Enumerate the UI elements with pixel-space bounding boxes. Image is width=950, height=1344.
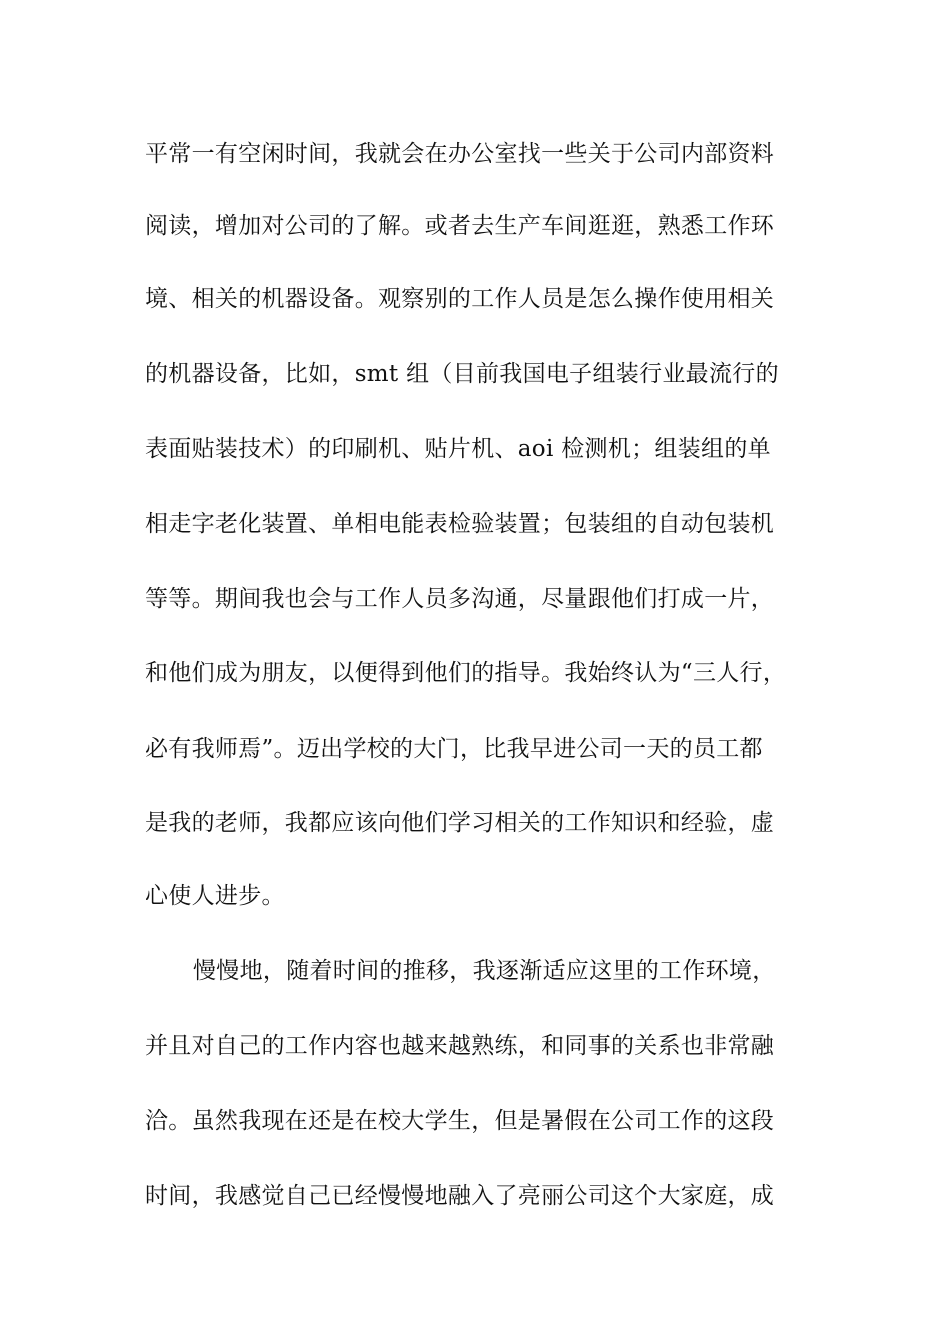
text-line-3: 境、相关的机器设备。观察别的工作人员是怎么操作使用相关 bbox=[145, 286, 775, 312]
text-line-15: 时间，我感觉自己已经慢慢地融入了亮丽公司这个大家庭，成 bbox=[145, 1183, 775, 1209]
text-line-10: 是我的老师，我都应该向他们学习相关的工作知识和经验，虚 bbox=[145, 810, 775, 836]
text-line-6: 相走字老化装置、单相电能表检验装置；包装组的自动包装机 bbox=[145, 511, 775, 537]
text-line-5: 表面贴装技术）的印刷机、贴片机、aoi 检测机；组装组的单 bbox=[145, 436, 771, 462]
text-line-14: 洽。虽然我现在还是在校大学生，但是暑假在公司工作的这段 bbox=[145, 1108, 775, 1134]
paragraph-2-line-1: 慢慢地，随着时间的推移，我逐渐适应这里的工作环境， bbox=[193, 958, 776, 984]
text-line-7: 等等。期间我也会与工作人员多沟通，尽量跟他们打成一片， bbox=[145, 586, 775, 612]
text-line-2: 阅读，增加对公司的了解。或者去生产车间逛逛，熟悉工作环 bbox=[145, 213, 775, 239]
text-line-13: 并且对自己的工作内容也越来越熟练，和同事的关系也非常融 bbox=[145, 1033, 775, 1059]
text-line-1: 平常一有空闲时间，我就会在办公室找一些关于公司内部资料 bbox=[145, 141, 775, 167]
text-line-9: 必有我师焉”。迈出学校的大门，比我早进公司一天的员工都 bbox=[145, 736, 763, 762]
text-line-11: 心使人进步。 bbox=[145, 883, 285, 909]
text-line-8: 和他们成为朋友，以便得到他们的指导。我始终认为“三人行， bbox=[145, 660, 787, 686]
text-line-4: 的机器设备，比如，smt 组（目前我国电子组装行业最流行的 bbox=[145, 361, 779, 387]
